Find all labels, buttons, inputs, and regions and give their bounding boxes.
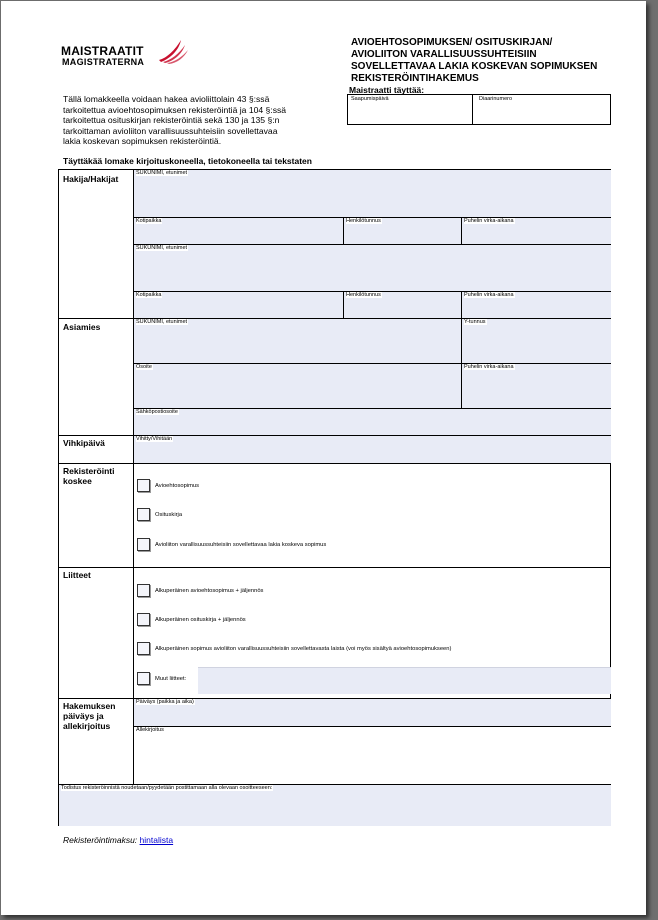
- registration-divider: [59, 463, 610, 464]
- office-use-box: [347, 94, 611, 125]
- checkbox-label: Avioehtosopimus: [155, 482, 200, 489]
- registration-fee-label: Rekisteröintimaksu:: [63, 835, 138, 845]
- signature-date-label: Päiväys (paikka ja aika): [136, 699, 194, 705]
- logo-name-main: MAISTRAATIT: [61, 44, 144, 58]
- checkbox-label: Alkuperäinen osituskirja + jäljennös: [155, 616, 246, 623]
- registration-option-2[interactable]: [137, 508, 182, 521]
- received-date-label: Saapumispäivä: [351, 96, 389, 102]
- intro-text: Tällä lomakkeella voidaan hakea avioliittolain 43 §:ssä tarkoitettua avioehtosopimuksen rekisteröintiä ja 104 §:ssä tarkoitettua osituskirjan rekisteröintiä sekä 130 ja 135 §:n tarkoittaman avioliiton varallisuussuhteisiin sovellettavaa lakia koskevan sopimuksen rekisteröintiä.: [63, 94, 287, 147]
- signature-label: Allekirjoitus: [136, 727, 164, 733]
- registration-option-1[interactable]: [137, 479, 199, 492]
- price-list-link[interactable]: hintalista: [139, 835, 174, 845]
- checkbox-label: Alkuperäinen sopimus avioliiton varallisuussuhteisiin sovellettavasta laista (voi myös sisältyä avioehtosopimukseen): [155, 645, 452, 652]
- registration-title: Rekisteröinti koskee: [63, 466, 115, 486]
- signature-field[interactable]: [134, 726, 611, 784]
- applicant1-phone-field[interactable]: [462, 217, 611, 244]
- agent-name-field[interactable]: [134, 319, 461, 363]
- attachment-option-4[interactable]: [137, 672, 186, 685]
- other-attachments-field[interactable]: [198, 667, 611, 694]
- office-box-divider: [472, 95, 473, 124]
- logo-name-sub: MAGISTRATERNA: [62, 57, 145, 67]
- checkbox[interactable]: [137, 613, 150, 626]
- applicant1-home-field[interactable]: [134, 217, 343, 244]
- agent-business-id-field[interactable]: [462, 319, 611, 363]
- checkbox[interactable]: [137, 508, 150, 521]
- checkbox-label: Alkuperäinen avioehtosopimus + jäljennös: [155, 587, 264, 594]
- applicant2-id-label: Henkilötunnus: [346, 292, 381, 298]
- agent-address-field[interactable]: [134, 363, 461, 408]
- checkbox[interactable]: [137, 642, 150, 655]
- signature-date-field[interactable]: [134, 699, 611, 726]
- registration-option-3[interactable]: [137, 538, 326, 551]
- agent-name-label: SUKUNIMI, etunimet: [136, 319, 188, 325]
- form-page: [1, 1, 646, 915]
- attachment-option-1[interactable]: [137, 584, 263, 597]
- applicant2-name-field[interactable]: [134, 244, 611, 291]
- checkbox-label: Muut liitteet:: [155, 675, 187, 682]
- agent-email-field[interactable]: [134, 408, 611, 435]
- applicant2-home-label: Kotipaikka: [136, 292, 162, 298]
- delivery-address-field[interactable]: [59, 784, 611, 826]
- fill-instructions: Täyttäkää lomake kirjoituskoneella, tietokoneella tai tekstaten: [63, 156, 312, 166]
- registration-fee-note: [63, 835, 173, 845]
- applicant2-home-field[interactable]: [134, 291, 343, 318]
- agent-email-label: Sähköpostiosoite: [136, 409, 178, 415]
- applicant1-id-field[interactable]: [344, 217, 461, 244]
- attachments-title: Liitteet: [63, 570, 91, 580]
- applicant2-phone-field[interactable]: [462, 291, 611, 318]
- signature-title: Hakemuksen päiväys ja allekirjoitus: [63, 701, 116, 731]
- checkbox-label: Avioliiton varallisuussuhteisiin sovellettavaa lakia koskeva sopimus: [155, 541, 327, 548]
- attachment-option-3[interactable]: [137, 642, 451, 655]
- applicant2-name-label: SUKUNIMI, etunimet: [136, 245, 188, 251]
- form-title: AVIOEHTOSOPIMUKSEN/ OSITUSKIRJAN/ AVIOLIITON VARALLISUUSSUHTEISIIN SOVELLETTAVAA LAKIA KOSKEVAN SOPIMUKSEN REKISTERÖINTIHAKEMUS: [351, 37, 598, 84]
- agent-address-label: Osoite: [136, 364, 152, 370]
- applicant2-phone-label: Puhelin virka-aikana: [464, 292, 514, 298]
- checkbox[interactable]: [137, 672, 150, 685]
- checkbox[interactable]: [137, 584, 150, 597]
- checkbox[interactable]: [137, 538, 150, 551]
- maistraatit-logo-icon: [149, 38, 189, 64]
- delivery-address-label: Todistus rekisteröinnistä noudetaan/pyydetään postittamaan alla olevaan osoitteeseen:: [61, 785, 273, 791]
- applicant1-id-label: Henkilötunnus: [346, 218, 381, 224]
- wedding-date-field[interactable]: [134, 436, 611, 463]
- wedding-title: Vihkipäivä: [63, 438, 105, 448]
- agent-phone-field[interactable]: [462, 363, 611, 408]
- applicant2-id-field[interactable]: [344, 291, 461, 318]
- applicant1-name-field[interactable]: [134, 170, 611, 217]
- agent-business-id-label: Y-tunnus: [464, 319, 486, 325]
- wedding-date-label: Vihitty/Vihitään: [136, 436, 173, 442]
- agent-phone-label: Puhelin virka-aikana: [464, 364, 514, 370]
- checkbox[interactable]: [137, 479, 150, 492]
- applicant1-home-label: Kotipaikka: [136, 218, 162, 224]
- attachment-option-2[interactable]: [137, 613, 246, 626]
- registration-form: [58, 169, 611, 826]
- applicants-title: Hakija/Hakijat: [63, 174, 119, 184]
- attachments-divider: [59, 567, 610, 568]
- checkbox-label: Osituskirja: [155, 511, 183, 518]
- agent-title: Asiamies: [63, 322, 101, 332]
- office-use-heading: Maistraatti täyttää:: [349, 85, 425, 95]
- record-number-label: Diaarinumero: [479, 96, 513, 102]
- applicant1-name-label: SUKUNIMI, etunimet: [136, 170, 188, 176]
- applicant1-phone-label: Puhelin virka-aikana: [464, 218, 514, 224]
